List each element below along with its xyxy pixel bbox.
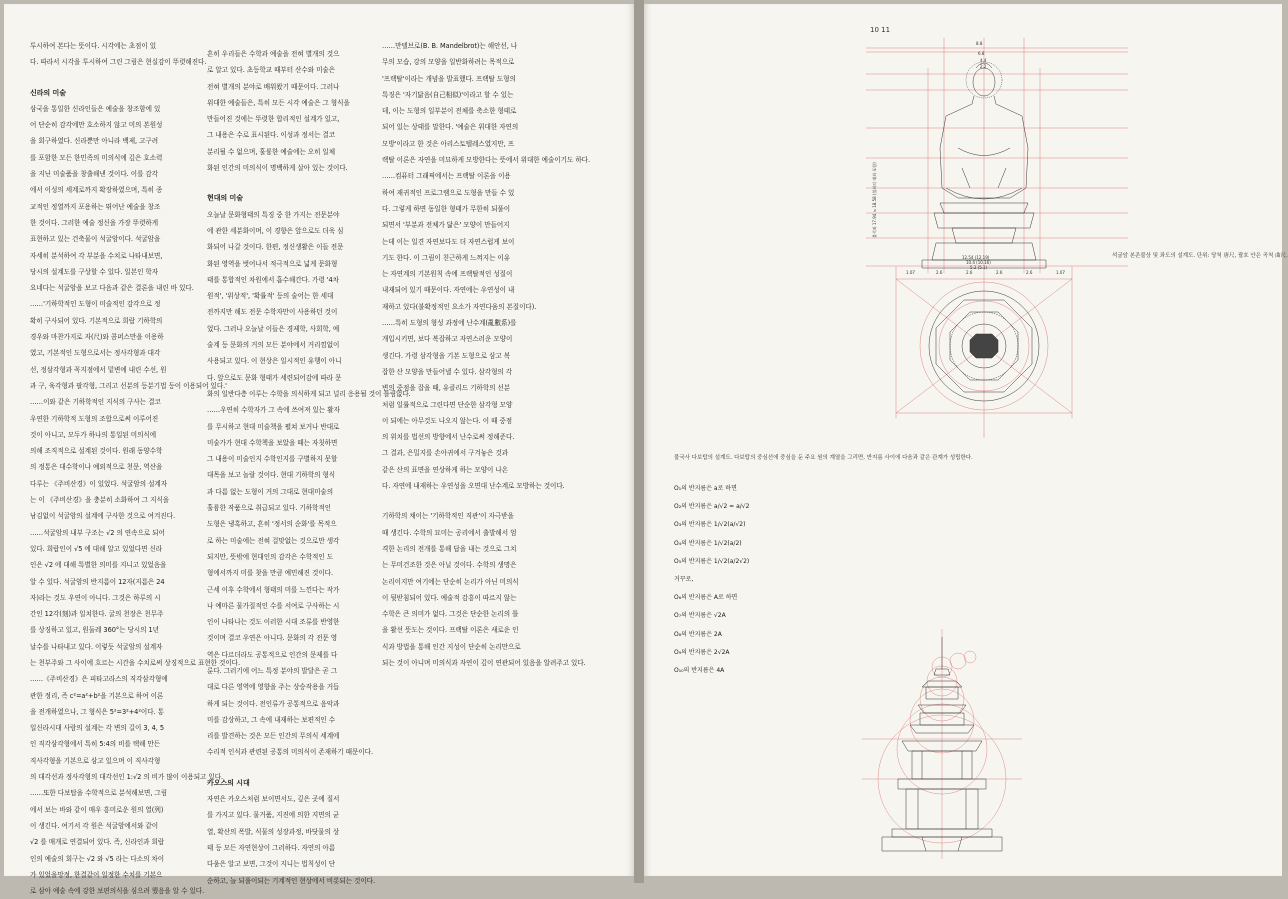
text-line: 태를 통합적인 차원에서 흡수해간다. 가령 '4차 xyxy=(207,275,339,284)
text-line: 생긴다. 가령 삼각형을 기본 도형으로 삼고 복 xyxy=(382,351,511,360)
text-line: 다움은 알고 보면, 그것이 지니는 법칙성이 단 xyxy=(207,860,336,869)
text-line: 는데 이는 일견 자연보다도 더 자연스럽게 보이 xyxy=(382,237,515,246)
paragraph xyxy=(207,207,411,403)
dim-label: 1.07 xyxy=(906,270,915,275)
formula-line: O₆의 반지름은 A로 하면 xyxy=(674,594,738,602)
text-line: 전까지만 해도 전문 수학자만이 사용하던 것이 xyxy=(207,308,338,317)
text-line: 대목을 보고 놀랄 것이다. 현대 기하학의 형식 xyxy=(207,471,336,480)
dabotap-pagoda-drawing xyxy=(862,629,1022,859)
text-line: 요네다는 석굴암을 보고 다음과 같은 결론을 내린 바 있다. xyxy=(30,284,194,293)
text-line: 미술가가 현대 수학책을 보았을 때는 자칫하면 xyxy=(207,438,338,447)
dim-label: 2.2 xyxy=(980,64,987,69)
text-line: 과 구, 육각형과 팔각형, 그리고 선분의 등분기법 등이 이용되어 있다.' xyxy=(30,381,227,390)
text-line: 내재되어 있기 때문이다. 자연에는 우연성이 내 xyxy=(382,286,515,295)
text-line: 확히 구사되어 있다. 기본적으로 희랍 기하학의 xyxy=(30,316,163,325)
text-line: 랙탈 이론은 자연을 미묘하게 모방한다는 뜻에서 위대한 예술이기도 하다. xyxy=(382,156,590,165)
dim-label: 2.6 xyxy=(1026,270,1033,275)
text-line: 흔히 우리들은 수학과 예술을 전혀 별개의 것으 xyxy=(207,50,340,58)
text-line: 삼국을 통일한 신라인들은 예술을 창조함에 있 xyxy=(30,104,161,113)
text-line: 에서 보는 바와 같이 매우 흥미로운 원의 열(列) xyxy=(30,805,164,814)
dim-label: 1.07 xyxy=(1056,270,1065,275)
text-line: 을 활선 뜻도는 것이다. 프랙탈 이론은 새로운 인 xyxy=(382,626,519,635)
text-line: 하게 되는 것이다. 전인류가 공통적으로 음악과 xyxy=(207,699,340,708)
text-line: 미를 감상하고, 그 속에 내재하는 보편적인 수 xyxy=(207,715,336,724)
text-line: ……특히 도형의 형성 과정에 난수계(亂數系)를 xyxy=(382,319,517,328)
paragraph xyxy=(382,508,612,671)
text-line: 잡한 산 모양을 만들어낼 수 있다. 삼각형의 각 xyxy=(382,367,513,376)
text-line: 것이 아니고, 모두가 하나의 통일된 미의식에 xyxy=(30,430,157,439)
paragraph xyxy=(207,46,382,176)
text-line: ……우연히 수학자가 그 속에 쓰여져 있는 활자 xyxy=(207,406,340,415)
text-line: 의해 조직적으로 설계된 것이다. 원래 동양수학 xyxy=(30,447,163,456)
text-line: ……이와 같은 기하학적인 지식의 구사는 결코 xyxy=(30,398,161,407)
text-line: 술계 등 문화의 거의 모든 분야에서 거리낌없이 xyxy=(207,341,340,350)
text-line: ……만델브로(B. B. Mandelbrot)는 해안선, 나 xyxy=(382,42,518,50)
text-line: 같은 산의 표면을 연상하게 하는 모양이 나온 xyxy=(382,465,509,474)
text-line: 인의 예술의 회구는 √2 와 √5 라는 다소의 차이 xyxy=(30,854,165,863)
text-line: 격한 논리의 전개를 통해 답을 내는 것으로 그치 xyxy=(382,544,517,553)
text-line: 로 삼아 예술 속에 강한 보편의식을 심으려 했음을 알 수 있다. xyxy=(30,887,205,896)
text-line: 로 하는 미술에는 전혀 걸맞없는 것으로만 생각 xyxy=(207,536,340,545)
text-line: 를 상징하고 있고, 원둘레 360°는 당시의 1년 xyxy=(30,626,159,635)
text-line: 는 무미건조한 것은 아닐 것이다. 수학의 생명은 xyxy=(382,561,517,570)
text-line: 경우와 마찬가지로 자(尺)와 콤퍼스만을 이용하 xyxy=(30,333,164,342)
paragraph xyxy=(30,671,224,785)
text-line: 에서 이성의 세계로까지 확장하였으며, 특히 종 xyxy=(30,186,163,195)
seokguram-buddha-drawing xyxy=(866,38,1128,438)
text-line: 화된 인간의 미의식이 명백하게 살아 있는 것이다. xyxy=(207,164,348,173)
text-line: 수학은 큰 의미가 없다. 그것은 단순한 논리의 틀 xyxy=(382,610,519,619)
text-line: 이 생긴다. 여기서 각 원은 석굴암에서와 같이 xyxy=(30,821,159,830)
section-heading-modern: 현대의 미술 xyxy=(207,194,243,203)
text-line: 인이 나타나는 것도 이러한 시대 조류를 반영한 xyxy=(207,618,340,627)
text-line: ……석굴암의 내부 구조는 √2 의 연속으로 되어 xyxy=(30,528,165,537)
paragraph xyxy=(382,315,612,494)
text-line: 다. 그렇게 하면 동일한 형태가 무한히 되풀이 xyxy=(382,204,511,213)
text-line: 가 있었을망정, 한결같이 일정한 수치를 기본으 xyxy=(30,870,163,879)
dim-label: 6.8 xyxy=(978,51,985,56)
figure2-caption: 불국사 다보탑의 설계도. 다보탑의 중심선에 중심을 둔 주요 원의 계열을 그리면, 반지름 사이에 다음과 같은 관계가 성립한다. xyxy=(674,455,973,461)
paragraph xyxy=(382,168,612,315)
text-line: √2 를 매개로 연결되어 있다. 즉, 신라인과 희랍 xyxy=(30,838,165,847)
paragraph xyxy=(30,101,210,297)
text-line: 되지만, 뜻밖에 현대인의 감각은 수학적인 도 xyxy=(207,552,334,561)
text-line: 근세 이후 수학에서 형태의 미를 느낀다는 작가 xyxy=(207,585,340,594)
text-line: 그 내용이 미술인지 수학인지를 구별하지 못할 xyxy=(207,455,338,464)
text-line: 재하고 있다(불확정적인 요소가 자연다움의 본질이다). xyxy=(382,302,537,311)
text-line: 관한 정리, 즉 c²=a²+b²을 기본으로 하여 이론 xyxy=(30,691,164,700)
text-line: 수리적 인식과 관련된 공통의 미의식이 존재하기 때문이다. xyxy=(207,748,373,757)
formula-line: O₄의 반지름은 1/√2(a/2) xyxy=(674,539,742,547)
text-line: 되면서 '부분과 전체가 닮은' 모양이 만들어지 xyxy=(382,221,510,230)
formula-line: O₃의 반지름은 1/√2(a/√2) xyxy=(674,521,746,529)
page-numbers: 10 11 xyxy=(870,26,891,34)
text-line: 인 직각삼각형에서 특히 5:4의 비를 택해 만든 xyxy=(30,740,161,749)
text-line: 를 가지고 있다. 물거품, 지진에 의한 지면의 균 xyxy=(207,811,340,820)
dim-label: 2.6 xyxy=(996,270,1003,275)
dim-label: 8.8 xyxy=(976,41,983,46)
formula-line: O₇의 반지름은 √2A xyxy=(674,612,726,620)
text-line: 표현하고 있는 건축물이 석굴암이다. 석굴암을 xyxy=(30,235,161,244)
text-line: 룬다. 그러기에 어느 특정 분야의 발달은 곧 그 xyxy=(207,666,338,675)
text-line: 우연한 기하학적 도형의 조합으로써 이루어진 xyxy=(30,414,159,423)
text-line: 을 전개하였으나, 그 형식은 5²=3²+4²이다. 통 xyxy=(30,707,164,716)
text-line: 전혀 별개의 분야로 배워왔기 때문이다. 그러나 xyxy=(207,82,340,91)
book-gutter xyxy=(634,0,644,883)
text-line: 순하고, 늘 되풀이되는 기계적인 현상에서 비롯되는 것이다. xyxy=(207,876,376,885)
formula-line: O₁₀의 반지름은 4A xyxy=(674,667,725,675)
text-line: 교적인 정열까지 포용하는 뛰어난 예술을 창조 xyxy=(30,202,161,211)
formula-line: 거꾸로, xyxy=(674,576,694,584)
text-line: 남김없이 석굴암의 설계에 구사한 것으로 여겨진다. xyxy=(30,512,175,521)
text-line: ……컴퓨터 그래픽에서는 프랙탈 이론을 이용 xyxy=(382,172,511,181)
text-line: 역은 다르더라도 공통적으로 인간의 문제를 다 xyxy=(207,650,338,659)
text-line: 훌륭한 작품으로 취급되고 있다. 기하학적인 xyxy=(207,504,331,513)
text-line: 데, 이는 도형의 일부분이 전체를 축소한 형태로 xyxy=(382,107,517,116)
text-line: 어 단순히 감각에만 호소하지 않고 미의 본원성 xyxy=(30,121,163,130)
text-line: 한 것이다. 그러한 예술 정신을 가장 뚜렷하게 xyxy=(30,218,159,227)
text-line: ……또한 다보탑을 수학적으로 분석해보면, 그림 xyxy=(30,789,168,798)
text-line: 의 위치를 법선의 방향에서 난수로써 정해준다. xyxy=(382,433,515,442)
text-line: 다. 자연에 내재하는 우연성을 오면대 난수계로 모방하는 것이다. xyxy=(382,482,565,491)
text-line: '프랙탈'이라는 개념을 발표했다. 프랙탈 도형의 xyxy=(382,74,516,83)
section-heading-silla: 신라의 미술 xyxy=(30,88,66,97)
intro-paragraph xyxy=(30,38,210,71)
text-line: 개입시키면, 보다 복잡하고 자연스러운 모양이 xyxy=(382,335,513,344)
section-heading-chaos: 카오스의 시대 xyxy=(207,778,250,787)
text-line: 는 천부주와 그 사이에 흐르는 시간을 수치로써 상징적으로 표현한 것이다. xyxy=(30,658,241,667)
formula-line: O₅의 반지름은 1/√2(a/2√2) xyxy=(674,557,750,565)
text-line: 을 지닌 미술품을 창출해낸 것이다. 이를 감각 xyxy=(30,170,159,179)
paragraph xyxy=(30,296,227,394)
text-line: 투시하여 본다는 뜻이다. 시각에는 초점이 있 xyxy=(30,42,157,50)
text-line: 이 뒷받침되어 있다. 예술적 감흥이 따르지 않는 xyxy=(382,593,517,602)
text-line: 만들어진 것에는 뚜렷한 합리적인 설계가 있고, xyxy=(207,115,340,124)
text-line: 논리이지만 여기에는 단순히 논리가 아닌 미의식 xyxy=(382,577,519,586)
text-line: 있다. 희랍인이 √5 에 대해 알고 있었다면 신라 xyxy=(30,544,163,553)
dim-label: 2.6 xyxy=(966,270,973,275)
text-column-2 xyxy=(207,46,411,889)
text-line: 분리될 수 없으며, 훌륭한 예술에는 오히 일체 xyxy=(207,147,336,156)
text-line: 다루는 《주비산경》이 있었다. 석굴암의 설계자 xyxy=(30,479,168,488)
figure1-caption: 석굴암 본존불상 및 좌도의 설계도. 단위: 당척 唐尺, 괄호 안은 곡척 曲尺. xyxy=(1112,253,1288,259)
text-line: 도형은 냉혹하고, 흔히 '정서의 순화'를 목적으 xyxy=(207,520,337,529)
text-line: ……'기하학적인 도형이 미술적인 감각으로 정 xyxy=(30,300,161,309)
text-line: 것이며 결코 우연은 아니다. 문화의 각 전문 영 xyxy=(207,634,338,643)
text-line: 위대한 예술들은, 특히 모든 시각 예술은 그 형식을 xyxy=(207,98,350,107)
dim-label: 12.54 (12.19) xyxy=(962,255,990,260)
paragraph xyxy=(30,785,210,899)
text-line: 날수를 나타내고 있다. 이렇듯 석굴암의 설계자 xyxy=(30,642,163,651)
text-line: 었다. 그러나 오늘날 이들은 경제학, 사회학, 예 xyxy=(207,324,340,333)
text-line: 오늘날 문화형태의 특징 중 한 가지는 전문분야 xyxy=(207,210,340,219)
paragraph xyxy=(382,38,612,168)
text-line: 알 수 있다. 석굴암의 반지름이 12자(지름은 24 xyxy=(30,577,165,586)
text-line: 자연은 카오스처럼 보이면서도, 깊은 곳에 질서 xyxy=(207,795,340,804)
dim-label: 불석좌 17.94 ≒ 18.58 (불좌의 대좌 포함) xyxy=(872,162,877,238)
text-line: ……《주비산경》은 피타고라스의 직각삼각형에 xyxy=(30,675,168,684)
formula-line: O₉의 반지름은 2√2A xyxy=(674,648,730,656)
text-line: 과 다름 없는 도형이 거의 그대로 현대미술의 xyxy=(207,487,334,496)
paragraph xyxy=(207,791,382,889)
text-line: 직사각형을 기본으로 삼고 있으며 이 직사각형 xyxy=(30,756,161,765)
text-line: 다. 앞으로도 문화 형태가 세련되어감에 따라 문 xyxy=(207,373,342,382)
text-line: 리를 발견하는 것은 모든 인간의 무의식 세계에 xyxy=(207,732,340,741)
text-line: 하여 재귀적인 프로그램으로 도형을 만들 수 있 xyxy=(382,188,515,197)
text-line: 당시의 설계도를 구상할 수 있다. 일본인 학자 xyxy=(30,267,159,276)
text-line: 변의 중점을 잡을 때, 유클리드 기하학의 선분 xyxy=(382,384,511,393)
text-line: 를 포함한 모든 한민족의 미의식에 깊은 호소력 xyxy=(30,153,163,162)
text-line: 모방'이라고 한 것은 아리스토텔레스였지만, 프 xyxy=(382,139,515,148)
text-line: 에 관한 세분화이며, 이 경향은 앞으로도 더욱 심 xyxy=(207,226,344,235)
text-line: 그 내용은 수로 표시된다. 이성과 정서는 결코 xyxy=(207,131,336,140)
text-line: 다. 따라서 시각을 투시하여 그린 그림은 현실감이 뚜렷해진다. xyxy=(30,58,207,67)
text-line: 자)라는 것도 우연이 아니다. 그것은 하루의 시 xyxy=(30,593,161,602)
text-line: 화된 영역을 벗어나서 적극적으로 넓게 문화형 xyxy=(207,259,338,268)
paragraph xyxy=(207,582,382,761)
paragraph xyxy=(30,525,241,672)
text-line: 화의 일반다층 이루는 수학을 의식하게 되고 널리 응용될 것이 틀림없다. xyxy=(207,389,411,398)
text-line: 일신라시대 사람의 설계는 각 변의 길이 3, 4, 5 xyxy=(30,724,165,733)
text-line: 처럼 일률적으로 그린다면 단순한 삼각형 모양 xyxy=(382,400,513,409)
dim-label: 4.4 xyxy=(980,58,987,63)
text-line: 무의 모습, 강의 모양을 일반화하려는 목적으로 xyxy=(382,58,515,67)
right-page xyxy=(644,4,1288,876)
text-line: 선, 정삼각형과 꼭지점에서 밑변에 내린 수선, 원 xyxy=(30,365,167,374)
text-line: 태 등 모든 자연현상이 그러하다. 자연의 아름 xyxy=(207,843,336,852)
text-line: 는 이 《주비산경》을 충분히 소화하여 그 지식을 xyxy=(30,496,170,505)
formula-line: O₈의 반지름은 2A xyxy=(674,630,722,638)
radius-formula-list xyxy=(674,480,749,680)
text-line: 형에서까지 미를 찾을 만큼 예민해진 것이다. xyxy=(207,569,334,578)
text-line: 의 대각선과 정사각형의 대각선인 1:√2 의 비가 많이 이용되고 있다. xyxy=(30,773,224,782)
text-line: 원적', '위상적', '확률적' 등의 술어는 한 세대 xyxy=(207,292,334,301)
text-line: 되는 것이 아니며 미의식과 자연이 깊이 연관되어 있음을 알려주고 있다. xyxy=(382,658,586,667)
text-line: 특징은 '자기닮음(自己相似)'이라고 할 수 있는 xyxy=(382,90,514,99)
dim-label: 5.2 (5.1) xyxy=(970,265,988,270)
formula-line: O₂의 반지름은 a/√2 = a/√2 xyxy=(674,503,750,511)
text-line: 되어 있는 상태를 말한다. '예술은 위대한 자연의 xyxy=(382,123,519,132)
left-page xyxy=(4,4,634,896)
text-line: 로 알고 있다. 초등학교 때부터 산수와 미술은 xyxy=(207,66,336,75)
text-line: 사용되고 있다. 이 현상은 일시적인 유행이 아니 xyxy=(207,357,342,366)
formula-line: O₁의 반지름은 a로 하면 xyxy=(674,485,737,492)
text-line: 자세히 분석하여 각 부분을 수치로 나타내보면, xyxy=(30,251,163,260)
text-line: 을 회구하였다. 신라뿐만 아니라 백제, 고구려 xyxy=(30,137,159,146)
paragraph xyxy=(207,402,382,581)
text-column-3 xyxy=(382,38,612,671)
text-line: 식과 방법을 통해 인간 지성이 단순히 논리만으로 xyxy=(382,642,521,651)
text-line: 대로 다른 영역에 영향을 주는 상승작용을 거듭 xyxy=(207,683,340,692)
text-line: 화되어 나갈 것이다. 한편, 정신생활은 이들 전문 xyxy=(207,243,344,252)
text-line: 기도 한다. 이 그림이 친근하게 느껴지는 이유 xyxy=(382,253,511,262)
dim-label: 2.6 xyxy=(936,270,943,275)
text-line: 그 결과, 은밀지를 손아귀에서 구겨놓은 것과 xyxy=(382,449,509,458)
text-line: 의 정통은 대수학이나 예외적으로 천문, 역산을 xyxy=(30,463,163,472)
text-line: 나 예마른 물가질적인 수를 서여로 구사하는 시 xyxy=(207,601,340,610)
text-line: 였고, 기본적인 도형으로서는 정사각형과 대각 xyxy=(30,349,161,358)
text-line: 를 무시하고 현대 미술책을 펼쳐 보거나 반대로 xyxy=(207,422,340,431)
dim-label: 10.4 (10.16) xyxy=(966,260,991,265)
text-line: 때 생긴다. 수학의 묘미는 공리에서 출발해서 엄 xyxy=(382,528,517,537)
paragraph xyxy=(30,394,210,524)
text-line: 기하학의 채이는 '기하학적인 직관'이 자극받을 xyxy=(382,512,514,521)
text-line: 이 되에는 아무것도 나오지 않는다. 이 때 중점 xyxy=(382,416,513,425)
text-line: 는 자연계의 기본원칙 속에 프랙탈적인 성질이 xyxy=(382,270,513,279)
text-line: 간인 12각(刻)과 일치한다. 굴의 천장은 천무주 xyxy=(30,610,164,619)
text-line: 인은 √2 에 대해 특별한 의미를 지니고 있었음을 xyxy=(30,561,167,570)
text-line: 열, 확산의 폭발, 식물의 성장과정, 바닷물의 상 xyxy=(207,827,340,836)
